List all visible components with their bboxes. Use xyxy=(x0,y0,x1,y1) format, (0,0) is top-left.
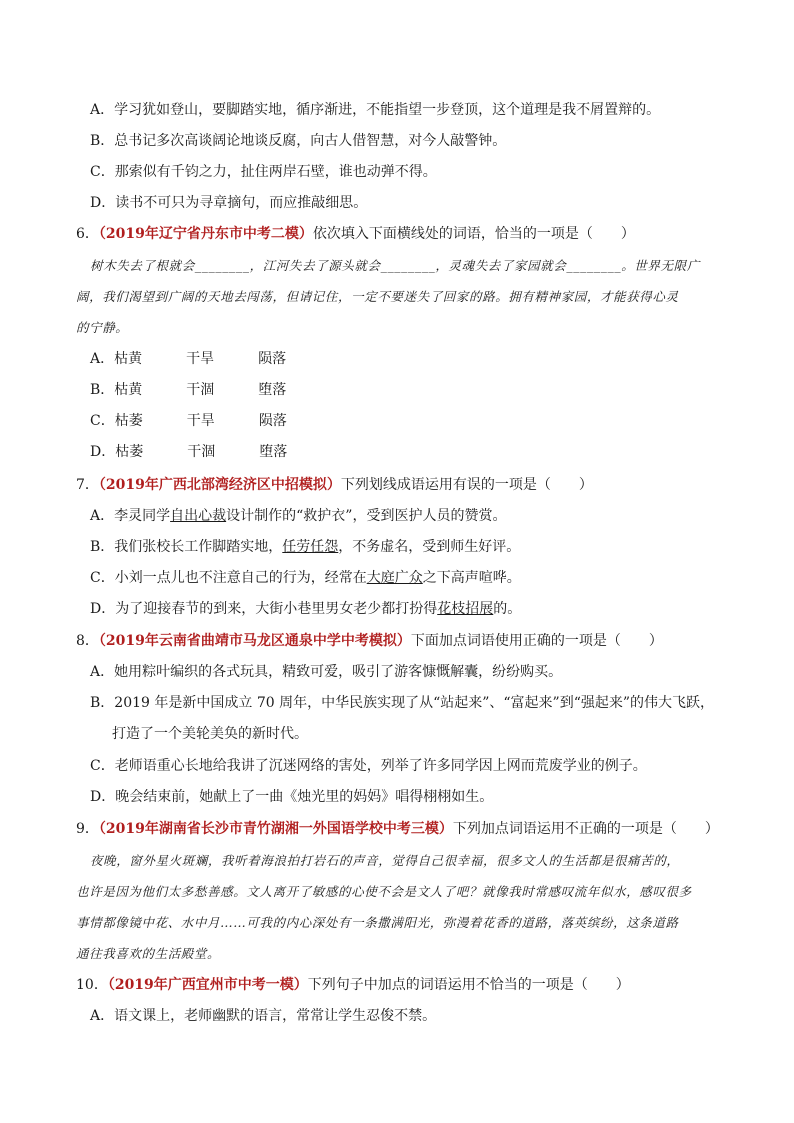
passage-line: 夜晚，窗外星火斑斓，我听着海浪拍打岩石的声音，觉得自己很幸福，很多文人的生活都是很痛苦的， xyxy=(90,853,680,868)
option-line: C．那索似有千钧之力，扯住两岸石壁，谁也动弹不得。 xyxy=(90,164,437,180)
option-line: B．我们张校长工作脚踏实地，任劳任怨，不务虚名，受到师生好评。 xyxy=(90,539,521,555)
option-line: D．晚会结束前，她献上了一曲《烛光里的妈妈》唱得栩栩如生。 xyxy=(90,789,494,805)
option-line: C．老师语重心长地给我讲了沉迷网络的害处，列举了许多同学因上网而荒废学业的例子。 xyxy=(90,758,647,774)
question-10-stem: 10．（2019年广西宜州市中考一模）下列句子中加点的词语运用不恰当的一项是（ ） xyxy=(76,977,630,993)
question-8-stem: 8．（2019年云南省曲靖市马龙区通泉中学中考模拟）下面加点词语使用正确的一项是（ ） xyxy=(76,633,663,649)
underlined-idiom: 任劳任怨 xyxy=(282,539,339,555)
option-line: A．学习犹如登山，要脚踏实地，循序渐进，不能指望一步登顶，这个道理是我不屑置辩的。 xyxy=(90,102,661,118)
option-line: C．小刘一点儿也不注意自己的行为，经常在大庭广众之下高声喧哗。 xyxy=(90,570,521,586)
passage-line: 也许是因为他们太多愁善感。文人离开了敏感的心使不会是文人了吧？就像我时常感叹流年似水，感叹很多 xyxy=(76,884,692,899)
question-source: （2019年湖南省长沙市青竹湖湘一外国语学校中考三模） xyxy=(98,821,453,837)
underlined-idiom: 自出心裁 xyxy=(170,508,227,524)
option-line: B．2019 年是新中国成立 70 周年，中华民族实现了从“站起来”、“富起来”到“强起来”的伟大飞跃， xyxy=(90,695,715,711)
question-source: （2019年广西北部湾经济区中招模拟） xyxy=(98,477,341,493)
question-6-stem: 6．（2019年辽宁省丹东市中考二模）依次填入下面横线处的词语，恰当的一项是（ ） xyxy=(76,226,635,242)
option-line: B．枯黄 干涸 堕落 xyxy=(90,382,287,398)
option-line: A．她用粽叶编织的各式玩具，精致可爱，吸引了游客慷慨解囊，纷纷购买。 xyxy=(90,664,563,680)
option-line: A．枯黄 干旱 陨落 xyxy=(90,351,287,367)
option-line: C．枯萎 干旱 陨落 xyxy=(90,413,287,429)
passage-line: 阔，我们渴望到广阔的天地去闯荡，但请记住，一定不要迷失了回家的路。拥有精神家园，才能获得心灵 xyxy=(76,289,679,304)
option-line: A．李灵同学自出心裁设计制作的“救护衣”，受到医护人员的赞赏。 xyxy=(90,508,507,524)
option-line: D．枯萎 干涸 堕落 xyxy=(90,444,288,460)
passage-line: 事情都像镜中花、水中月……可我的内心深处有一条撒满阳光，弥漫着花香的道路，落英缤纷，这条道路 xyxy=(76,915,679,930)
passage-line: 树木失去了根就会________，江河失去了源头就会________，灵魂失去了家园就会________。世界无限广 xyxy=(90,258,700,273)
question-source: （2019年广西宜州市中考一模） xyxy=(107,977,308,993)
option-line: D．读书不可只为寻章摘句，而应推敲细思。 xyxy=(90,195,368,211)
option-line: 打造了一个美轮美奂的新时代。 xyxy=(112,726,308,742)
question-source: （2019年辽宁省丹东市中考二模） xyxy=(98,226,313,242)
option-line: A．语文课上，老师幽默的语言，常常让学生忍俊不禁。 xyxy=(90,1008,437,1024)
question-source: （2019年云南省曲靖市马龙区通泉中学中考模拟） xyxy=(98,633,411,649)
option-line: B．总书记多次高谈阔论地谈反腐，向古人借智慧，对今人敲警钟。 xyxy=(90,133,507,149)
passage-line: 通往我喜欢的生活殿堂。 xyxy=(76,946,221,961)
underlined-idiom: 大庭广众 xyxy=(366,570,423,586)
question-9-stem: 9．（2019年湖南省长沙市青竹湖湘一外国语学校中考三模）下列加点词语运用不正确的一项是（ ） xyxy=(76,821,719,837)
option-line: D．为了迎接春节的到来，大街小巷里男女老少都打扮得花枝招展的。 xyxy=(90,601,522,617)
passage-line: 的宁静。 xyxy=(76,320,129,335)
question-7-stem: 7．（2019年广西北部湾经济区中招模拟）下列划线成语运用有误的一项是（ ） xyxy=(76,477,593,493)
underlined-idiom: 花枝招展 xyxy=(437,601,494,617)
